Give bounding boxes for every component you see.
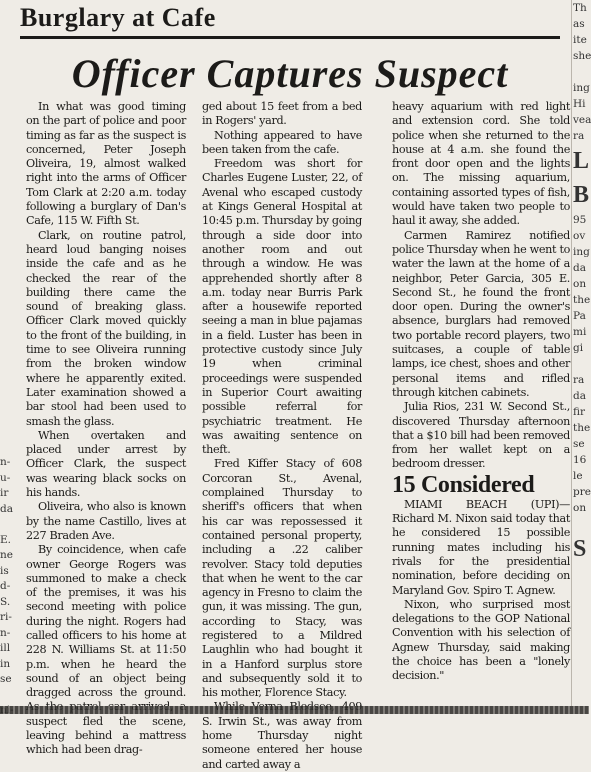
fragment-line: Hi: [573, 98, 586, 110]
fragment-line: ill: [0, 642, 11, 654]
fragment-line: [573, 356, 589, 372]
fragment-line: u-: [0, 471, 11, 484]
paragraph: S. Irwin St., was away from home Thursday night someone entered her house and carted away a: [202, 714, 362, 771]
fragment-line: ing: [573, 82, 590, 94]
fragment-line: n-: [0, 456, 11, 468]
fragment-line: mi: [573, 326, 587, 338]
fragment-line: Pa: [573, 310, 586, 322]
fragment-line: da: [573, 262, 586, 274]
fragment-line: pre: [573, 486, 591, 498]
kicker-headline: Burglary at Cafe: [20, 3, 216, 32]
main-headline: Officer Captures Suspect: [71, 51, 509, 96]
fragment-line: fir: [573, 406, 586, 418]
fragment-line: as: [573, 18, 585, 30]
fragment-line: ov: [573, 230, 586, 242]
article-column-2: [202, 100, 362, 772]
fragment-line: da: [573, 390, 586, 402]
fragment-line: [573, 64, 589, 80]
fragment-line: S.: [0, 595, 11, 608]
fragment-line: in: [0, 657, 11, 670]
fragment-line: vea: [573, 114, 591, 126]
fragment-line: se: [0, 673, 12, 685]
fragment-line: ne: [0, 549, 13, 561]
fragment-line: B: [573, 182, 590, 208]
fragment-line: da: [0, 502, 13, 515]
fragment-line: L: [573, 148, 590, 174]
paragraph: Clark, on routine patrol, heard loud banging noises inside the cafe and as he checked the rear of the building there came the sound of breaking glass. Officer Clark moved quickly to the front of the building, in time to see Oliveira running from the broken window where he apparently exited. Later examination showed a bar stool had been used to smash the glass.: [26, 228, 186, 428]
fragment-line: the: [573, 422, 591, 434]
fragment-line: 16: [573, 454, 587, 466]
fragment-line: se: [573, 438, 585, 450]
fragment-line: Th: [573, 2, 587, 14]
fragment-line: ite: [573, 34, 587, 46]
fragment-line: S: [573, 536, 587, 562]
fragment-line: ri-: [0, 611, 12, 623]
fragment-line: on: [573, 502, 587, 514]
fragment-line: is: [0, 564, 9, 577]
subheadline: 15 Considered: [392, 471, 535, 498]
column-divider: [571, 0, 572, 706]
paragraph: In what was good timing on the part of police and poor timing as far as the suspect is concerned, Peter Joseph Oliveira, 19, almost walked right into the arms of Officer Tom Clark at 2:20 a.m. today following a burglary of Dan's Cafe, 115 W. Fifth St.: [26, 100, 186, 228]
paragraph: MIAMI BEACH (UPI)—Richard M. Nixon said today that he considered 15 possible running mates including his rivals for the presidential nomination, before deciding on Maryland Gov. Spiro T. Agnew.: [392, 497, 570, 597]
fragment-line: ir: [0, 487, 9, 499]
fragment-line: she: [573, 50, 591, 62]
paragraph: Nixon, who surprised most delegations to the GOP National Convention with his selection of Agnew Thursday, said making the choice has been a "lonely decision.": [392, 597, 570, 683]
adjacent-column-fragment-left: [0, 455, 18, 719]
paragraph: Nothing appeared to have been taken from the cafe.: [202, 128, 362, 156]
fragment-line: ra: [573, 130, 585, 142]
fragment-line: d-: [0, 580, 11, 592]
fragment-line: [573, 516, 589, 532]
article-column-3: [392, 100, 570, 684]
fragment-line: n-: [0, 626, 11, 639]
paragraph: heavy aquarium with red light and extension cord. She told police when she returned to the house at 4 a.m. she found the front door open and the lights on. The missing aquarium, containing assorted types of fish, would have taken two people to haul it away, she added.: [392, 100, 570, 228]
fragment-line: ra: [573, 374, 585, 386]
fragment-line: E.: [0, 533, 12, 546]
paragraph: When overtaken and placed under arrest by Officer Clark, the suspect was wearing black socks on his hands.: [26, 428, 186, 500]
paragraph: Fred Kiffer Stacy of 608 Corcoran St., Avenal, complained Thursday to sheriff's officers that when his car was repossessed it contained personal property, including a .22 caliber revolver. Stacy told deputies that when he went to the car agency in Fresno to claim the gun, it was missing. The gun, according to Stacy, was registered to a Mildred Laughlin who had bought it in a Hanford surplus store and subsequently sold it to his mother, Florence Stacy.: [202, 457, 362, 700]
paragraph: Carmen Ramirez notified police Thursday when he went to water the lawn at the home of a neighbor, Peter Garcia, 305 E. Second St., he found the front door open. During the owner's absence, burglars had removed two portable record players, two suitcases, a couple of table lamps, ice chest, shoes and other personal items and rifled through kitchen cabinets.: [392, 228, 570, 399]
bottom-border: [0, 706, 589, 714]
fragment-line: ing: [573, 246, 590, 258]
fragment-line: on: [573, 278, 587, 290]
fragment-line: 95: [573, 214, 587, 226]
fragment-line: [0, 517, 18, 533]
paragraph: By coincidence, when cafe owner George Rogers was summoned to make a check of the premises, it was his second meeting with police during the night. Rogers had called officers to his home at 228 N. Williams St. at 11:50 p.m. when he heard the sound of an object being dragged across the ground. suspect fled the scene, leaving behind a mattress which had been drag-: [26, 543, 186, 757]
fragment-line: gi: [573, 342, 584, 354]
paragraph: Oliveira, who also is known by the name Castillo, lives at 227 Braden Ave.: [26, 500, 186, 542]
fragment-line: [0, 688, 18, 704]
top-rule: [20, 36, 560, 39]
fragment-line: le: [573, 470, 583, 482]
paragraph: Julia Rios, 231 W. Second St., discovered Thursday afternoon that a $10 bill had been removed from her wallet kept on a bedroom dresser.: [392, 400, 570, 471]
paragraph: ged about 15 feet from a bed in Rogers' yard.: [202, 100, 362, 128]
article-column-1: [26, 100, 186, 758]
adjacent-column-fragment-right: [573, 0, 589, 566]
paragraph: Freedom was short for Charles Eugene Luster, 22, of Avenal who escaped custody at Kings General Hospital at 10:45 p.m. Thursday by going through a side door into another room and out through a window. He was apprehended shortly after 8 a.m. today near Burris Park after a housewife reported seeing a man in blue pajamas in a field. Luster has been in protective custody since July 19 when criminal proceedings were suspended in Superior Court awaiting possible referral for psychiatric treatment. He was awaiting sentence on theft.: [202, 157, 362, 457]
fragment-line: the: [573, 294, 591, 306]
